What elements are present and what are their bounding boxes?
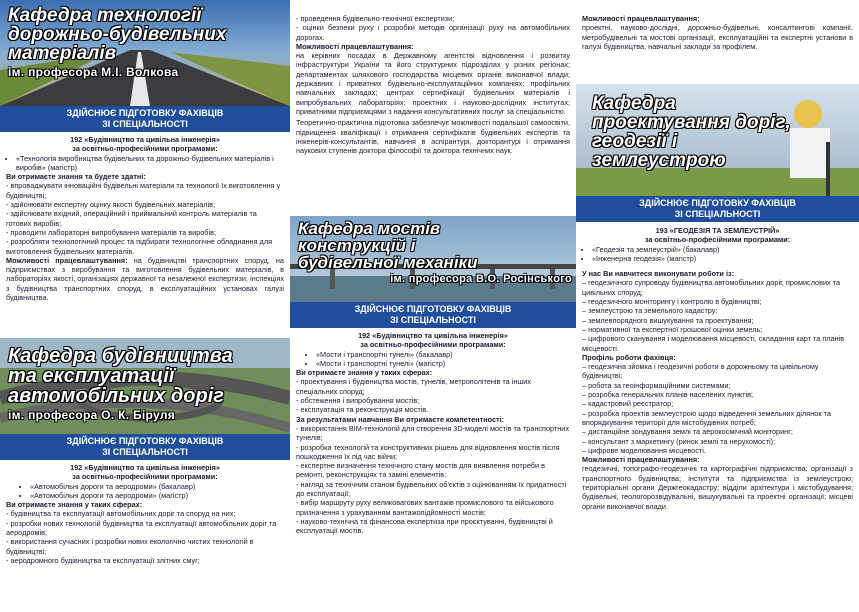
employment-text: проектні, науково-дослідні, дорожньо-будівельні, консалтингові компанії, метробудівельні та мостові організації, експлуатаційні та експертні установи в галузі будівництва, навчальні заклади за профілем. bbox=[582, 23, 853, 51]
profile-item: – геодезична зйомка і геодезичні роботи в дорожньому та цивільному будівництві; bbox=[582, 362, 819, 381]
profile-item: – робота за геоінформаційними системами; bbox=[582, 380, 731, 390]
profile-item: – консультант з маркетингу (ринок землі та нерухомості); bbox=[582, 436, 776, 446]
title-line: матеріалів bbox=[8, 43, 117, 64]
program-item: • «Мости і транспортні тунелі» (бакалавр) bbox=[316, 350, 570, 359]
programs-list bbox=[296, 350, 570, 369]
theory-text: Теоретично-практична підготовка забезпечує можливості подальшої самоосвіти, підвищення кваліфікації і отримання сертифікатів будівельних експертів та інженерів-консультантів, навчання в аспірантурі, докторантурі і отримання наукових ступенів доктора філософії та доктора технічних наук. bbox=[296, 118, 570, 156]
result-item: - використання BIM-технологій для створення 3D-моделі мостів та транспортних тунелів; bbox=[296, 423, 570, 443]
employment-heading: Можливості працевлаштування: bbox=[582, 455, 700, 465]
programs-list bbox=[6, 482, 284, 501]
result-item: - розробка технологій та конструктивних рішень для відновлення мостів після пошкодження їх під час війни; bbox=[296, 442, 560, 461]
column-right bbox=[576, 0, 859, 612]
employment-heading: Можливості працевлаштування: bbox=[582, 14, 700, 23]
skills-heading: Ви отримаєте знання у таких сферах: bbox=[296, 368, 433, 378]
dept-roads-title bbox=[8, 346, 286, 421]
programs-list bbox=[6, 154, 284, 173]
title-line: землеустрою bbox=[592, 150, 726, 171]
work-item: – землеустрою та земельного кадастру; bbox=[582, 306, 718, 316]
bridges-continued bbox=[576, 0, 859, 51]
employment-text: на керівних посадах в Державному агентстві відновлення і розвитку інфраструктури України та його структурних підрозділах у різних регіонах; департаментах шляхового господарства місцевих органів виконавчої влади; державних і приватних будівельно-експлуатаційних компаніях; профільних навчальних закладах; центрах сертифікації будівельних матеріалів і випробувальних лабораторіях; проектних і науково-дослідних інститутах; приватними підприємцями з надання консультативних послуг за спеціальністю. bbox=[296, 51, 570, 116]
dept-subtitle: ім. професора В.О. Росінського bbox=[390, 273, 572, 285]
skill-item: - обстеження і випробування мостів; bbox=[296, 396, 420, 406]
column-middle bbox=[290, 0, 576, 612]
dept-bridges-body bbox=[290, 328, 576, 536]
specialty: 192 «Будівництво та цивільна інженерія» bbox=[70, 463, 220, 472]
skill-item: - здійснювати вхідний, операційний і приймальний контроль матеріалів та готових виробів; bbox=[6, 209, 257, 228]
training-strip bbox=[576, 196, 859, 222]
dept-bridges-banner bbox=[290, 216, 576, 302]
skill-item: - оцінки безпеки руху і розробки методів організації руху на автомобільних дорогах. bbox=[296, 23, 570, 42]
strip-line: ЗІ СПЕЦІАЛЬНОСТІ bbox=[390, 315, 476, 325]
specialty: 193 «ГЕОДЕЗІЯ ТА ЗЕМЛЕУСТРІЙ» bbox=[655, 226, 780, 235]
profile-item: – кадастровий реєстратор; bbox=[582, 399, 674, 409]
title-line: Кафедра bbox=[592, 93, 676, 114]
strip-line: ЗДІЙСНЮЄ ПІДГОТОВКУ ФАХІВЦІВ bbox=[66, 108, 224, 118]
title-line: будівельної механіки bbox=[298, 253, 478, 272]
result-item: - вибір маршруту руху великовагових вантажів промислового та військового призначення з урахуванням вантажопідйомності мостів; bbox=[296, 498, 554, 517]
dept-roads-body bbox=[0, 460, 290, 565]
dept-geodesy-body bbox=[576, 222, 859, 511]
training-strip bbox=[0, 106, 290, 132]
training-strip bbox=[0, 434, 290, 460]
work-item: – геодезичного моніторингу і контролю в будівництві; bbox=[582, 297, 762, 307]
title-line: та експлуатації bbox=[8, 365, 175, 387]
skill-item: - впроваджувати інноваційні будівельні матеріали та технології їх виготовлення у будівництві; bbox=[6, 181, 281, 200]
programs-heading: за освітньо-професійними програмами: bbox=[360, 340, 506, 350]
work-item: – нормативної та експертної грошової оцінки земель; bbox=[582, 324, 763, 334]
program-item: • «Автомобільні дороги та аеродроми» (магістр) bbox=[30, 491, 284, 500]
work-item: – цифрового сканування і моделювання місцевості, складання карт та планів місцевості. bbox=[582, 334, 845, 353]
skills-heading: Ви отримаєте знання та будете здатні: bbox=[6, 172, 146, 182]
profile-item: – цифрове моделювання місцевості. bbox=[582, 445, 706, 455]
title-line: дорожньо-будівельних bbox=[8, 24, 227, 45]
result-item: - нагляд за технічним станом будівельних об'єктів з оцінюванням їх придатності до експлуатації; bbox=[296, 479, 567, 499]
skill-item: - проведення будівельно-технічної експертизи; bbox=[296, 14, 455, 23]
strip-line: ЗДІЙСНЮЄ ПІДГОТОВКУ ФАХІВЦІВ bbox=[354, 304, 512, 314]
profile-item: – розробка проектів землеустрою щодо відведення земельних ділянок та впорядкування території для містобудівних потреб; bbox=[582, 408, 831, 427]
title-line: геодезії і bbox=[592, 131, 678, 152]
program-item: • «Автомобільні дороги та аеродроми» (бакалавр) bbox=[30, 482, 284, 491]
program-item: • «Мости і транспортні тунелі» (магістр) bbox=[316, 359, 570, 368]
employment-text: на будівництві транспортних споруд, на підприємствах з виробування та виготовлення будівельних матеріалів, в лабораторіях якості, організаціях державної та незалежної експертизи, інспекціях з будівництва транспортних споруд, в експлуатаційних установах галузі будівництва. bbox=[6, 255, 284, 303]
dept-bridges-title bbox=[298, 220, 572, 285]
skill-item: - використання сучасних і розробки нових екологічно чистих технологій в будівництві; bbox=[6, 537, 254, 556]
strip-line: ЗІ СПЕЦІАЛЬНОСТІ bbox=[102, 119, 188, 129]
work-heading: У нас Ви навчитеся виконувати роботи із: bbox=[582, 269, 735, 279]
employment-heading: Можливості працевлаштування: bbox=[296, 41, 414, 51]
dept-geodesy-title bbox=[592, 94, 855, 170]
programs-heading: за освітньо-професійними програмами: bbox=[644, 235, 791, 245]
result-item: - експертне визначення технічного стану мостів для виявлення потреби в ремонті, реконструкціях та заміні елементів; bbox=[296, 461, 545, 480]
dept-roads-banner bbox=[0, 338, 290, 434]
title-line: Кафедра технології bbox=[8, 5, 202, 26]
column-left bbox=[0, 0, 290, 612]
dept-subtitle: ім. професора О. К. Біруля bbox=[8, 408, 176, 422]
specialty: 192 «Будівництво та цивільна інженерія» bbox=[358, 331, 508, 340]
skill-item: - проектування і будівництва мостів, тунелів, метрополітенів та інших спеціальних споруд; bbox=[296, 377, 531, 396]
dept-roadmaterials-banner bbox=[0, 0, 290, 106]
profile-heading: Профіль роботи фахівця: bbox=[582, 352, 676, 362]
strip-line: ЗДІЙСНЮЄ ПІДГОТОВКУ ФАХІВЦІВ bbox=[639, 198, 796, 208]
skill-item: - аеродромного будівництва та експлуатації злітних смуг; bbox=[6, 555, 200, 565]
title-line: конструкцій і bbox=[298, 236, 416, 255]
dept-subtitle: ім. професора М.І. Волкова bbox=[8, 65, 179, 79]
title-line: проектування доріг, bbox=[592, 112, 791, 133]
skill-item: - будівництва та експлуатації автомобільних доріг та споруд на них; bbox=[6, 509, 236, 519]
roads-continued bbox=[290, 0, 576, 155]
skill-item: - розробки нових технологій будівництва та експлуатації автомобільних доріг та аеродромів; bbox=[6, 518, 277, 538]
dept-roadmaterials-body bbox=[0, 132, 290, 302]
skill-item: - проводити лабораторні випробування матеріалів та виробів; bbox=[6, 227, 217, 237]
program-item: • «Технологія виробництва будівельних та дорожньо-будівельних матеріалів і виробів» (магістр) bbox=[16, 154, 284, 173]
work-item: – геодезичного супроводу будівництва автомобільних доріг, промислових та цивільних споруд; bbox=[582, 278, 841, 297]
skill-item: - експлуатація та реконструкція мостів. bbox=[296, 405, 429, 415]
strip-line: ЗІ СПЕЦІАЛЬНОСТІ bbox=[674, 209, 761, 219]
dept-roadmaterials-title bbox=[8, 6, 286, 78]
program-item: • «Геодезія та землеустрій» (бакалавр) bbox=[592, 245, 853, 254]
profile-item: – дистанційне зондування землі та аерокосмічний моніторинг; bbox=[582, 427, 793, 437]
programs-heading: за освітньо-професійними програмами: bbox=[72, 144, 218, 154]
employment-text: геодезичні, топографо-геодезичні та картографічні підприємства; організації з транспортного будівництва; інститути та підприємства із землеустрою; територіальні органи Держгеокадастру; відділи архітектури і містобудування; будівельні, геологорозвідувальні, вишукувальні та проектні організації; місцеві органи виконавчої влади. bbox=[582, 464, 853, 511]
program-item: • «Інженерна геодезія» (магістр) bbox=[592, 254, 853, 263]
profile-item: – розробка генеральних планів населених пунктів; bbox=[582, 390, 754, 400]
skills-heading: Ви отримаєте знання у таких сферах: bbox=[6, 500, 143, 510]
skill-item: - розробляти технологічний процес та підбирати технологічне обладнання для виготовлення будівельних матеріалів. bbox=[6, 237, 273, 256]
programs-list bbox=[582, 245, 853, 264]
strip-line: ЗДІЙСНЮЄ ПІДГОТОВКУ ФАХІВЦІВ bbox=[66, 436, 224, 446]
employment-heading: Можливості працевлаштування: bbox=[6, 255, 128, 265]
title-line: Кафедра мостів bbox=[298, 219, 441, 238]
dept-geodesy-banner bbox=[576, 84, 859, 196]
skill-item: - здійснювати експертну оцінку якості будівельних матеріалів; bbox=[6, 200, 216, 210]
result-item: - науково-технічна та фінансова експертиза при проєктуванні, будівництві й експлуатації мостів. bbox=[296, 516, 553, 536]
specialty: 192 «Будівництво та цивільна інженерія» bbox=[70, 135, 220, 144]
strip-line: ЗІ СПЕЦІАЛЬНОСТІ bbox=[102, 447, 188, 457]
work-item: – землевпорядного вишукування та проектування; bbox=[582, 315, 754, 325]
title-line: автомобільних доріг bbox=[8, 385, 224, 407]
training-strip bbox=[290, 302, 576, 328]
programs-heading: за освітньо-професійними програмами: bbox=[72, 472, 218, 482]
title-line: Кафедра будівництва bbox=[8, 345, 233, 367]
results-heading: За результатами навчання Ви отримаєте компетентності: bbox=[296, 414, 505, 424]
